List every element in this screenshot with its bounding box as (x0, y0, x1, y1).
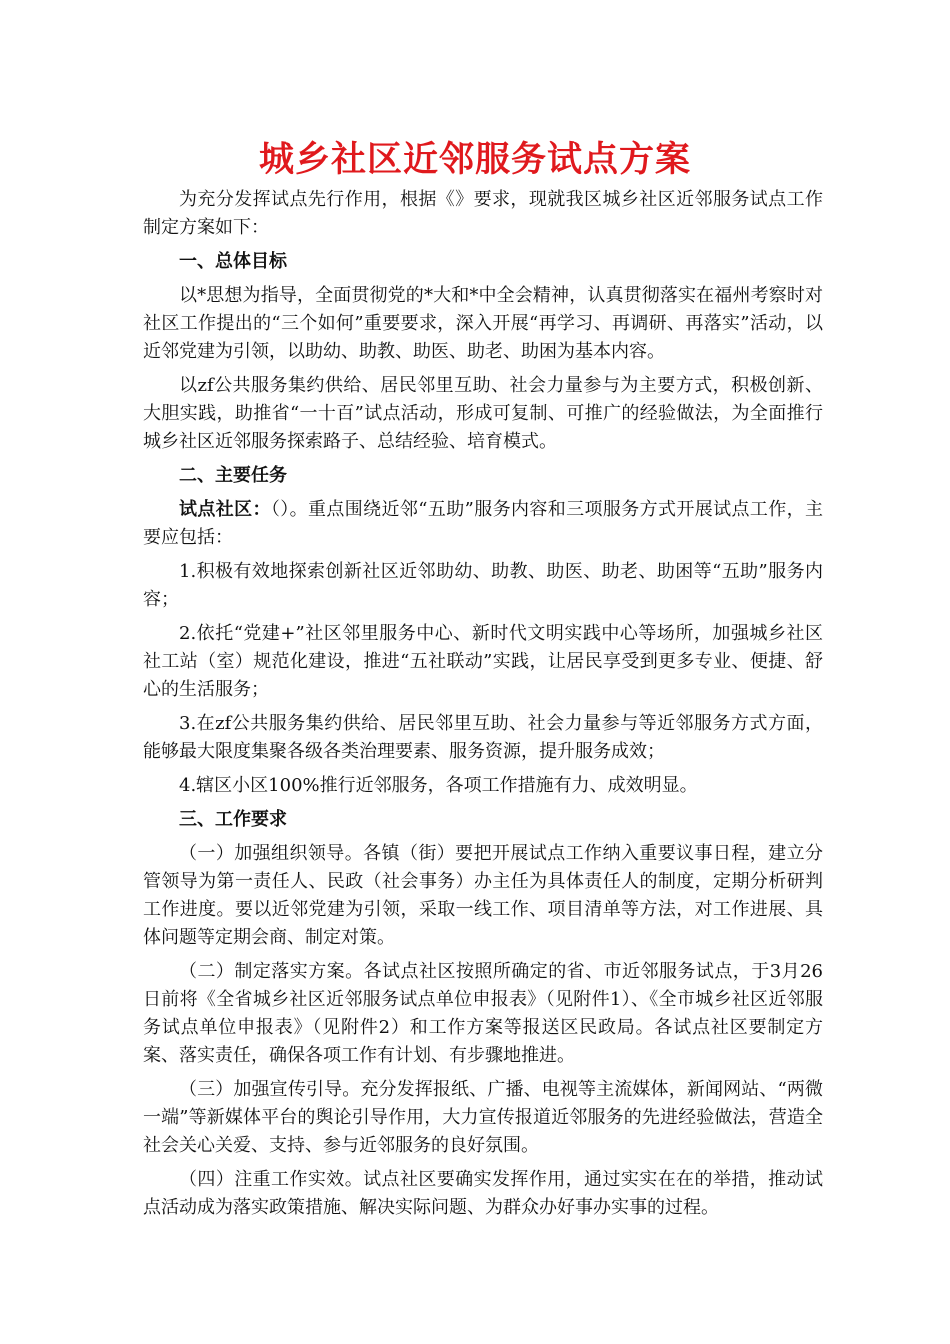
tasks-lead-label: 试点社区： (179, 499, 271, 520)
section-heading-tasks: 二、主要任务 (179, 465, 287, 486)
tasks-lead-text: （）。重点围绕近邻“五助”服务内容和三项服务方式开展试点工作，主要应包括： (143, 499, 823, 548)
tasks-lead-paragraph (143, 496, 823, 552)
document-title: 城乡社区近邻服务试点方案 (258, 139, 691, 180)
requirement-paragraph: （一）加强组织领导。各镇（街）要把开展试点工作纳入重要议事日程，建立分管领导为第一责任人、民政（社会事务）办主任为具体责任人的制度，定期分析研判工作进度。要以近邻党建为引领，采取一线工作、项目清单等方法，对工作进展、具体问题等定期会商、制定对策。 (143, 843, 823, 948)
requirement-paragraph: （四）注重工作实效。试点社区要确实发挥作用，通过实实在在的举措，推动试点活动成为落实政策措施、解决实际问题、为群众办好事办实事的过程。 (143, 1169, 823, 1218)
task-item: 3.在zf公共服务集约供给、居民邻里互助、社会力量参与等近邻服务方式方面，能够最大限度集聚各级各类治理要素、服务资源，提升服务成效； (143, 713, 823, 762)
requirement-paragraph: （三）加强宣传引导。充分发挥报纸、广播、电视等主流媒体，新闻网站、“两微一端”等新媒体平台的舆论引导作用，大力宣传报道近邻服务的先进经验做法，营造全社会关心关爱、支持、参与近邻服务的良好氛围。 (143, 1079, 823, 1156)
goals-paragraph: 以*思想为指导，全面贯彻党的*大和*中全会精神，认真贯彻落实在福州考察时对社区工作提出的“三个如何”重要要求，深入开展“再学习、再调研、再落实”活动，以近邻党建为引领，以助幼、助教、助医、助老、助困为基本内容。 (143, 285, 823, 362)
goals-paragraph: 以zf公共服务集约供给、居民邻里互助、社会力量参与为主要方式，积极创新、大胆实践，助推省“一十百”试点活动，形成可复制、可推广的经验做法，为全面推行城乡社区近邻服务探索路子、总结经验、培育模式。 (143, 375, 823, 452)
document-body (143, 186, 823, 1228)
task-item: 2.依托“党建+”社区邻里服务中心、新时代文明实践中心等场所，加强城乡社区社工站（室）规范化建设，推进“五社联动”实践，让居民享受到更多专业、便捷、舒心的生活服务； (143, 623, 823, 700)
task-item: 4.辖区小区100%推行近邻服务，各项工作措施有力、成效明显。 (179, 775, 698, 796)
section-heading-goals: 一、总体目标 (179, 251, 287, 272)
intro-paragraph: 为充分发挥试点先行作用，根据《》要求，现就我区城乡社区近邻服务试点工作制定方案如下： (143, 189, 823, 238)
task-item: 1.积极有效地探索创新社区近邻助幼、助教、助医、助老、助困等“五助”服务内容； (143, 561, 823, 610)
requirement-paragraph: （二）制定落实方案。各试点社区按照所确定的省、市近邻服务试点，于3月26日前将《全省城乡社区近邻服务试点单位申报表》（见附件1）、《全市城乡社区近邻服务试点单位申报表》（见附件2）和工作方案等报送区民政局。各试点社区要制定方案、落实责任，确保各项工作有计划、有步骤地推进。 (143, 961, 823, 1066)
section-heading-requirements: 三、工作要求 (179, 809, 287, 830)
